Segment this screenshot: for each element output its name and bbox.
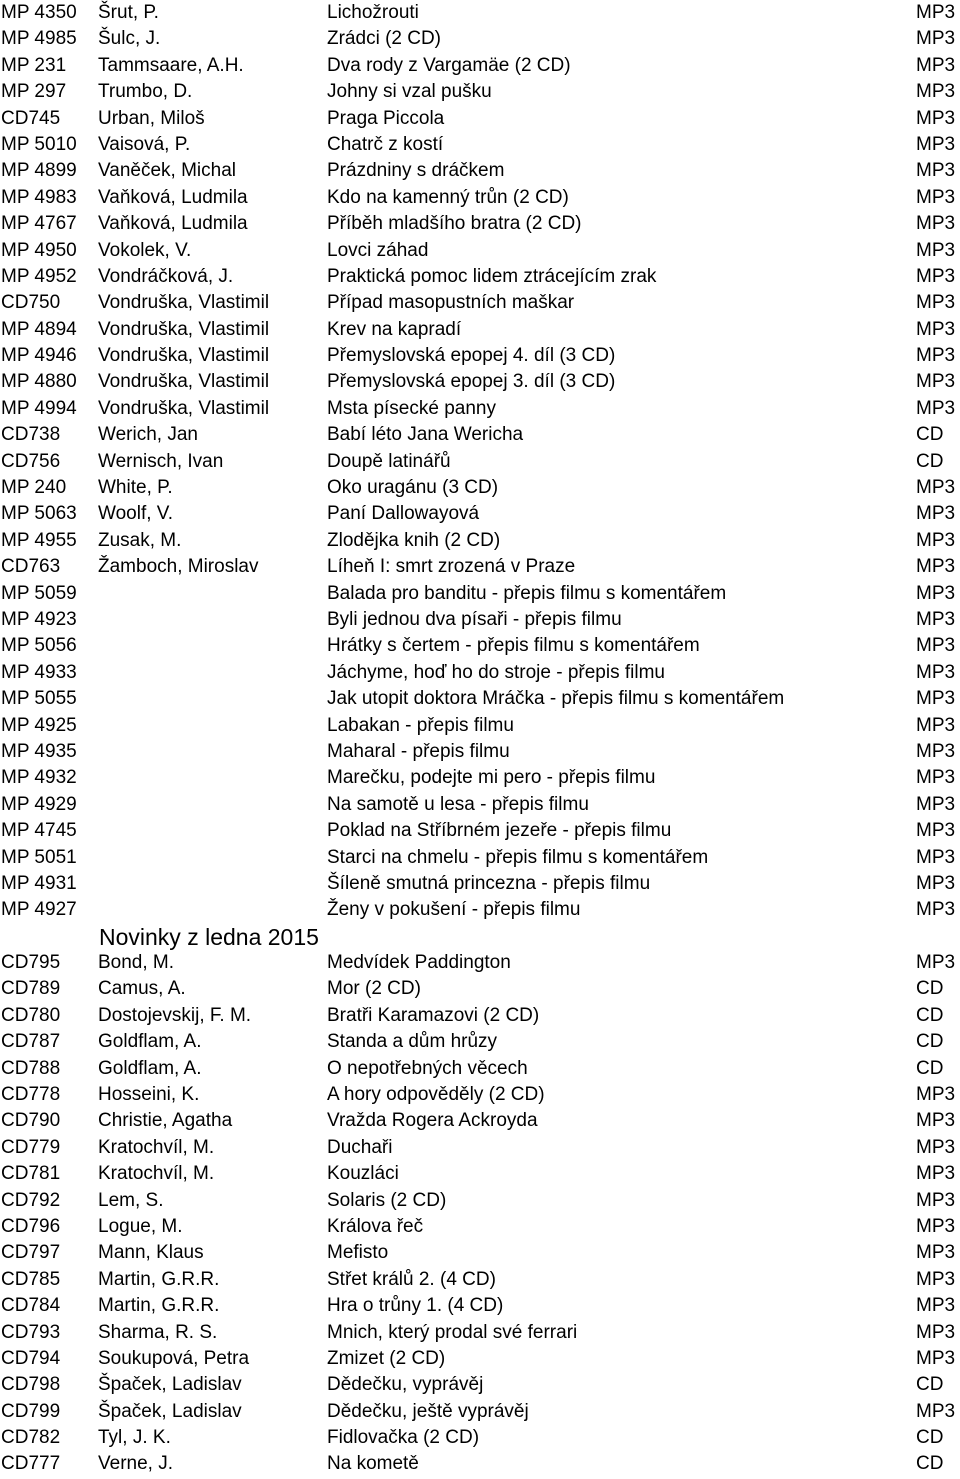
item-title: Marečku, podejte mi pero - přepis filmu <box>327 767 656 789</box>
item-format: MP3 <box>916 1400 956 1422</box>
item-title: Střet králů 2. (4 CD) <box>327 1268 496 1290</box>
item-format: MP3 <box>916 1136 956 1158</box>
item-format: MP3 <box>916 1110 956 1132</box>
item-title: Bratři Karamazovi (2 CD) <box>327 1004 540 1026</box>
catalog-row <box>0 1293 960 1319</box>
item-format: MP3 <box>916 767 956 789</box>
catalog-row <box>0 26 960 52</box>
item-title: Maharal - přepis filmu <box>327 740 510 762</box>
item-author: Goldflam, A. <box>98 1031 202 1053</box>
item-format: MP3 <box>916 2 956 23</box>
item-code: CD798 <box>1 1374 61 1396</box>
item-code: MP 4955 <box>1 529 77 551</box>
item-format: MP3 <box>916 1189 956 1211</box>
item-code: MP 297 <box>1 81 67 103</box>
catalog-row <box>0 238 960 264</box>
item-author: Christie, Agatha <box>98 1110 233 1132</box>
item-code: CD792 <box>1 1189 61 1211</box>
item-format: MP3 <box>916 54 956 76</box>
item-title: Kouzláci <box>327 1163 399 1185</box>
catalog-row <box>0 554 960 580</box>
item-title: Vražda Rogera Ackroyda <box>327 1110 538 1132</box>
item-code: MP 240 <box>1 477 67 499</box>
item-author: Vondráčková, J. <box>98 265 234 287</box>
item-author: Vondruška, Vlastimil <box>98 371 270 393</box>
item-format: MP3 <box>916 1347 956 1369</box>
catalog-row <box>0 845 960 871</box>
item-title: Oko uragánu (3 CD) <box>327 477 499 499</box>
catalog-row <box>0 1240 960 1266</box>
item-code: CD756 <box>1 450 61 472</box>
item-format: MP3 <box>916 292 956 314</box>
catalog-row <box>0 106 960 132</box>
item-code: MP 4983 <box>1 186 77 208</box>
catalog-row <box>0 1108 960 1134</box>
item-title: Labakan - přepis filmu <box>327 714 514 736</box>
item-author: Vondruška, Vlastimil <box>98 318 270 340</box>
item-title: Prázdniny s dráčkem <box>327 160 505 182</box>
item-format: MP3 <box>916 1268 956 1290</box>
item-author: Martin, G.R.R. <box>98 1295 220 1317</box>
item-format: MP3 <box>916 846 956 868</box>
item-format: CD <box>916 450 944 472</box>
item-code: CD745 <box>1 107 61 129</box>
item-code: CD780 <box>1 1004 61 1026</box>
item-author: Verne, J. <box>98 1453 173 1475</box>
item-code: CD784 <box>1 1295 61 1317</box>
item-format: MP3 <box>916 1215 956 1237</box>
item-code: MP 5063 <box>1 503 77 525</box>
catalog-row <box>0 475 960 501</box>
catalog-row <box>0 158 960 184</box>
item-title: Hra o trůny 1. (4 CD) <box>327 1295 504 1317</box>
catalog-row <box>0 1425 960 1451</box>
item-code: MP 4952 <box>1 265 77 287</box>
item-title: Solaris (2 CD) <box>327 1189 447 1211</box>
item-code: MP 5059 <box>1 582 77 604</box>
item-code: CD778 <box>1 1084 61 1106</box>
catalog-row <box>0 1451 960 1477</box>
item-author: Kratochvíl, M. <box>98 1163 215 1185</box>
item-code: MP 4745 <box>1 820 77 842</box>
item-title: Byli jednou dva písaři - přepis filmu <box>327 608 622 630</box>
item-author: Logue, M. <box>98 1215 183 1237</box>
catalog-row <box>0 53 960 79</box>
item-code: MP 4929 <box>1 793 77 815</box>
item-code: CD785 <box>1 1268 61 1290</box>
catalog-row <box>0 422 960 448</box>
item-format: MP3 <box>916 1242 956 1264</box>
item-title: Msta písecké panny <box>327 397 496 419</box>
item-title: Na samotě u lesa - přepis filmu <box>327 793 589 815</box>
item-format: MP3 <box>916 345 956 367</box>
catalog-row <box>0 449 960 475</box>
item-code: MP 4925 <box>1 714 77 736</box>
item-code: MP 4935 <box>1 740 77 762</box>
item-format: MP3 <box>916 107 956 129</box>
item-format: MP3 <box>916 503 956 525</box>
item-code: MP 4946 <box>1 345 77 367</box>
item-format: MP3 <box>916 556 956 578</box>
item-code: CD788 <box>1 1057 61 1079</box>
item-code: MP 5055 <box>1 688 77 710</box>
catalog-row <box>0 1399 960 1425</box>
item-title: Na kometě <box>327 1453 419 1475</box>
item-format: MP3 <box>916 1321 956 1343</box>
item-author: Urban, Miloš <box>98 107 205 129</box>
item-title: Lovci záhad <box>327 239 429 261</box>
catalog-row <box>0 132 960 158</box>
item-format: MP3 <box>916 714 956 736</box>
item-author: Wernisch, Ivan <box>98 450 224 472</box>
item-author: Tyl, J. K. <box>98 1427 171 1449</box>
item-code: CD787 <box>1 1031 61 1053</box>
section-heading-novinky: Novinky z ledna 2015 <box>99 923 319 950</box>
item-author: Martin, G.R.R. <box>98 1268 220 1290</box>
catalog-row <box>0 264 960 290</box>
item-code: CD797 <box>1 1242 61 1264</box>
item-author: Soukupová, Petra <box>98 1347 250 1369</box>
item-author: Vaisová, P. <box>98 133 191 155</box>
catalog-row <box>0 792 960 818</box>
item-author: Goldflam, A. <box>98 1057 202 1079</box>
catalog-row <box>0 290 960 316</box>
item-title: Jak utopit doktora Mráčka - přepis filmu s komentářem <box>327 688 785 710</box>
catalog-row <box>0 211 960 237</box>
catalog-row <box>0 1267 960 1293</box>
item-title: Krev na kapradí <box>327 318 462 340</box>
item-title: Zrádci (2 CD) <box>327 28 442 50</box>
item-format: MP3 <box>916 1163 956 1185</box>
item-format: MP3 <box>916 265 956 287</box>
item-format: MP3 <box>916 186 956 208</box>
catalog-row <box>0 581 960 607</box>
item-code: MP 4923 <box>1 608 77 630</box>
item-title: Kdo na kamenný trůn (2 CD) <box>327 186 569 208</box>
catalog-row <box>0 1214 960 1240</box>
item-code: MP 4894 <box>1 318 77 340</box>
item-title: Doupě latinářů <box>327 450 451 472</box>
item-title: Líheň I: smrt zrozená v Praze <box>327 556 576 578</box>
item-title: O nepotřebných věcech <box>327 1057 528 1079</box>
catalog-row <box>0 396 960 422</box>
catalog-row <box>0 765 960 791</box>
catalog-row <box>0 871 960 897</box>
item-format: MP3 <box>916 133 956 155</box>
item-format: MP3 <box>916 371 956 393</box>
item-author: Dostojevskij, F. M. <box>98 1004 252 1026</box>
item-code: CD794 <box>1 1347 61 1369</box>
item-code: MP 4932 <box>1 767 77 789</box>
item-format: MP3 <box>916 952 956 974</box>
item-title: Duchaři <box>327 1136 393 1158</box>
item-author: Vaňková, Ludmila <box>98 213 248 235</box>
item-title: Jáchyme, hoď ho do stroje - přepis filmu <box>327 661 665 683</box>
item-author: Vaněček, Michal <box>98 160 236 182</box>
catalog-row <box>0 1188 960 1214</box>
item-format: CD <box>916 1031 944 1053</box>
item-author: Šulc, J. <box>98 28 161 50</box>
item-code: CD795 <box>1 952 61 974</box>
item-author: Vondruška, Vlastimil <box>98 292 270 314</box>
catalog-row <box>0 343 960 369</box>
item-author: Trumbo, D. <box>98 81 193 103</box>
item-title: A hory odpověděly (2 CD) <box>327 1084 545 1106</box>
item-title: Johny si vzal pušku <box>327 81 492 103</box>
item-format: MP3 <box>916 608 956 630</box>
item-format: MP3 <box>916 635 956 657</box>
item-format: CD <box>916 1004 944 1026</box>
item-code: MP 4994 <box>1 397 77 419</box>
item-code: MP 4880 <box>1 371 77 393</box>
catalog-row <box>0 818 960 844</box>
item-code: CD789 <box>1 978 61 1000</box>
catalog-row <box>0 369 960 395</box>
item-code: CD793 <box>1 1321 61 1343</box>
catalog-row <box>0 976 960 1002</box>
item-code: MP 4350 <box>1 2 77 23</box>
item-format: CD <box>916 1057 944 1079</box>
item-author: Zusak, M. <box>98 529 182 551</box>
item-author: Špaček, Ladislav <box>98 1400 242 1422</box>
item-title: Paní Dallowayová <box>327 503 480 525</box>
item-author: Camus, A. <box>98 978 186 1000</box>
item-format: MP3 <box>916 740 956 762</box>
item-title: Ženy v pokušení - přepis filmu <box>327 899 581 921</box>
item-code: MP 5051 <box>1 846 77 868</box>
item-format: MP3 <box>916 872 956 894</box>
item-title: Příběh mladšího bratra (2 CD) <box>327 213 582 235</box>
item-author: Lem, S. <box>98 1189 164 1211</box>
item-format: MP3 <box>916 793 956 815</box>
item-format: MP3 <box>916 160 956 182</box>
catalog-row <box>0 1161 960 1187</box>
item-code: CD782 <box>1 1427 61 1449</box>
item-title: Zmizet (2 CD) <box>327 1347 446 1369</box>
section-heading-row <box>0 924 960 950</box>
item-title: Standa a dům hrůzy <box>327 1031 498 1053</box>
catalog-row <box>0 1056 960 1082</box>
item-author: Šrut, P. <box>98 2 159 23</box>
catalog-row <box>0 1372 960 1398</box>
catalog-row <box>0 79 960 105</box>
item-code: CD779 <box>1 1136 61 1158</box>
item-format: MP3 <box>916 688 956 710</box>
catalog-row <box>0 897 960 923</box>
catalog-section-novinky <box>0 950 960 1478</box>
item-format: CD <box>916 1374 944 1396</box>
item-author: Vokolek, V. <box>98 239 192 261</box>
item-title: Šíleně smutná princezna - přepis filmu <box>327 872 651 894</box>
item-format: CD <box>916 1453 944 1475</box>
item-author: Mann, Klaus <box>98 1242 204 1264</box>
item-code: MP 5010 <box>1 133 77 155</box>
item-author: Vondruška, Vlastimil <box>98 397 270 419</box>
item-title: Případ masopustních maškar <box>327 292 575 314</box>
item-title: Přemyslovská epopej 4. díl (3 CD) <box>327 345 616 367</box>
catalog-row <box>0 501 960 527</box>
item-title: Dědečku, ještě vyprávěj <box>327 1400 529 1422</box>
catalog-row <box>0 185 960 211</box>
catalog-row <box>0 1003 960 1029</box>
item-code: MP 4767 <box>1 213 77 235</box>
catalog-row <box>0 317 960 343</box>
item-title: Poklad na Stříbrném jezeře - přepis filmu <box>327 820 672 842</box>
item-code: CD790 <box>1 1110 61 1132</box>
item-code: MP 5056 <box>1 635 77 657</box>
catalog-row <box>0 950 960 976</box>
item-code: MP 4927 <box>1 899 77 921</box>
item-title: Hrátky s čertem - přepis filmu s komentářem <box>327 635 700 657</box>
item-title: Medvídek Paddington <box>327 952 511 974</box>
item-code: CD799 <box>1 1400 61 1422</box>
item-author: Tammsaare, A.H. <box>98 54 244 76</box>
catalog-row <box>0 0 960 26</box>
item-code: CD738 <box>1 424 61 446</box>
item-format: CD <box>916 424 944 446</box>
catalog-row <box>0 739 960 765</box>
item-code: CD763 <box>1 556 61 578</box>
item-author: White, P. <box>98 477 173 499</box>
item-title: Praga Piccola <box>327 107 445 129</box>
item-title: Dědečku, vyprávěj <box>327 1374 484 1396</box>
catalog-row <box>0 528 960 554</box>
catalog-row <box>0 660 960 686</box>
item-code: MP 231 <box>1 54 67 76</box>
item-code: MP 4931 <box>1 872 77 894</box>
item-format: MP3 <box>916 28 956 50</box>
catalog-row <box>0 1135 960 1161</box>
item-format: MP3 <box>916 239 956 261</box>
item-author: Vaňková, Ludmila <box>98 186 248 208</box>
item-author: Žamboch, Miroslav <box>98 556 259 578</box>
catalog-row <box>0 686 960 712</box>
catalog-row <box>0 713 960 739</box>
item-title: Starci na chmelu - přepis filmu s komentářem <box>327 846 709 868</box>
item-title: Mor (2 CD) <box>327 978 421 1000</box>
item-format: CD <box>916 978 944 1000</box>
item-code: CD796 <box>1 1215 61 1237</box>
item-title: Balada pro banditu - přepis filmu s komentářem <box>327 582 727 604</box>
item-code: CD777 <box>1 1453 61 1475</box>
item-author: Kratochvíl, M. <box>98 1136 215 1158</box>
catalog-row <box>0 607 960 633</box>
item-format: MP3 <box>916 899 956 921</box>
item-title: Mnich, který prodal své ferrari <box>327 1321 578 1343</box>
item-code: CD750 <box>1 292 61 314</box>
item-format: MP3 <box>916 397 956 419</box>
item-code: MP 4933 <box>1 661 77 683</box>
item-format: MP3 <box>916 318 956 340</box>
catalog-row <box>0 1082 960 1108</box>
item-author: Bond, M. <box>98 952 175 974</box>
item-format: MP3 <box>916 1295 956 1317</box>
item-format: MP3 <box>916 820 956 842</box>
item-title: Mefisto <box>327 1242 389 1264</box>
item-author: Woolf, V. <box>98 503 173 525</box>
item-format: MP3 <box>916 661 956 683</box>
item-format: MP3 <box>916 582 956 604</box>
item-code: CD781 <box>1 1163 61 1185</box>
item-author: Hosseini, K. <box>98 1084 200 1106</box>
catalog-row <box>0 633 960 659</box>
item-title: Přemyslovská epopej 3. díl (3 CD) <box>327 371 616 393</box>
item-author: Vondruška, Vlastimil <box>98 345 270 367</box>
item-title: Babí léto Jana Wericha <box>327 424 524 446</box>
item-code: MP 4950 <box>1 239 77 261</box>
item-code: MP 4985 <box>1 28 77 50</box>
item-title: Lichožrouti <box>327 2 419 23</box>
item-title: Fidlovačka (2 CD) <box>327 1427 480 1449</box>
item-author: Werich, Jan <box>98 424 198 446</box>
item-format: CD <box>916 1427 944 1449</box>
item-format: MP3 <box>916 477 956 499</box>
catalog-row <box>0 1320 960 1346</box>
item-title: Praktická pomoc lidem ztrácejícím zrak <box>327 265 657 287</box>
item-title: Dva rody z Vargamäe (2 CD) <box>327 54 571 76</box>
item-format: MP3 <box>916 81 956 103</box>
item-title: Zlodějka knih (2 CD) <box>327 529 501 551</box>
catalog-row <box>0 1346 960 1372</box>
item-title: Chatrč z kostí <box>327 133 444 155</box>
item-code: MP 4899 <box>1 160 77 182</box>
catalog-row <box>0 1029 960 1055</box>
item-author: Sharma, R. S. <box>98 1321 218 1343</box>
item-author: Špaček, Ladislav <box>98 1374 242 1396</box>
item-title: Králova řeč <box>327 1215 424 1237</box>
item-format: MP3 <box>916 213 956 235</box>
item-format: MP3 <box>916 1084 956 1106</box>
item-format: MP3 <box>916 529 956 551</box>
